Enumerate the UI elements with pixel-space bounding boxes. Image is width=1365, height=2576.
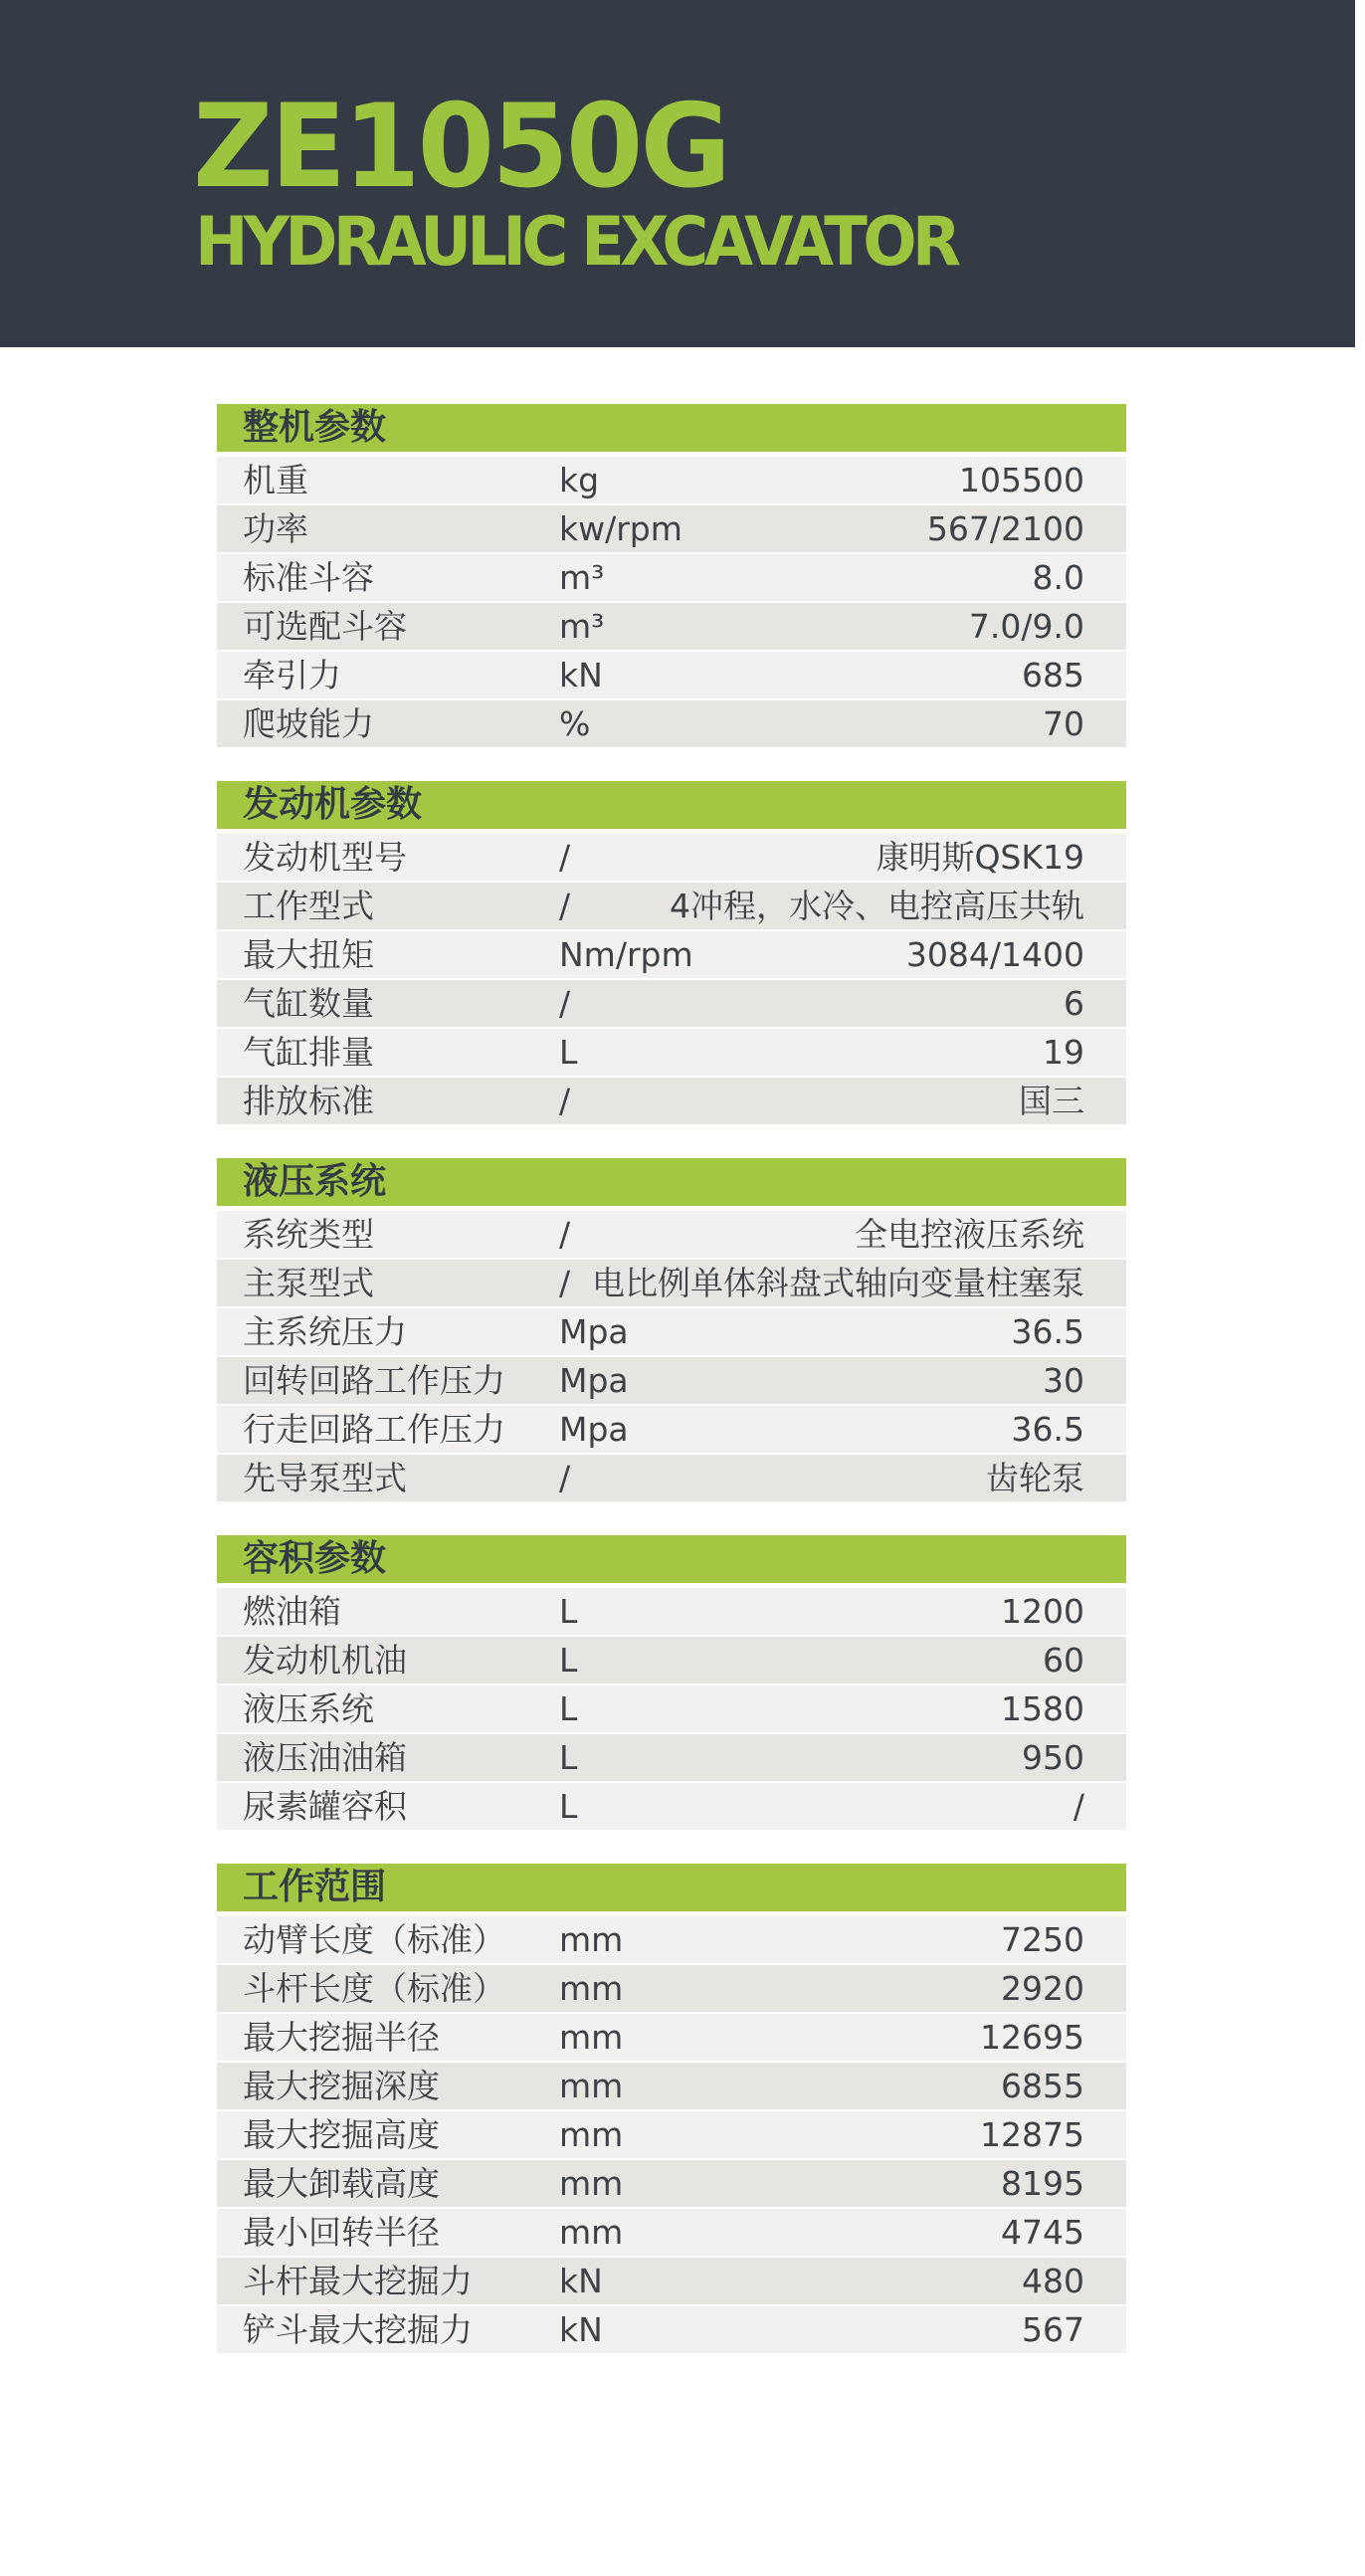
row-value: 全电控液压系统: [855, 1215, 1084, 1254]
row-unit: L: [559, 1033, 578, 1072]
row-value: 60: [1043, 1641, 1084, 1680]
row-value: 6: [1064, 984, 1084, 1023]
row-unit: mm: [559, 2164, 624, 2203]
row-value: 8195: [1001, 2164, 1084, 2203]
row-label: 液压系统: [243, 1689, 374, 1728]
row-value: 105500: [959, 461, 1084, 499]
table-section-header: 整机参数: [217, 404, 1126, 452]
row-unit: mm: [559, 2067, 624, 2105]
spec-table: [217, 404, 1126, 747]
row-label: 气缸数量: [243, 984, 374, 1023]
row-label: 发动机机油: [243, 1641, 407, 1680]
table-row: [217, 980, 1126, 1027]
row-value: 12695: [980, 2018, 1084, 2057]
spec-table: [217, 1535, 1126, 1830]
row-label: 气缸排量: [243, 1033, 374, 1072]
row-label: 主泵型式: [243, 1264, 374, 1302]
row-value: 19: [1043, 1033, 1084, 1072]
table-rows: [217, 1211, 1126, 1501]
table-row: [217, 1260, 1126, 1306]
row-unit: /: [559, 1082, 571, 1120]
row-label: 功率: [243, 509, 308, 548]
row-label: 最大卸载高度: [243, 2164, 440, 2203]
row-value: 电比例单体斜盘式轴向变量柱塞泵: [592, 1264, 1084, 1302]
spec-table: [217, 1864, 1126, 2353]
row-value: 2920: [1001, 1969, 1084, 2008]
row-label: 最大扭矩: [243, 935, 374, 974]
model-title: ZE1050G: [193, 80, 729, 214]
table-section-header: 液压系统: [217, 1158, 1126, 1206]
row-value: 国三: [1019, 1082, 1084, 1120]
row-label: 标准斗容: [243, 558, 374, 597]
row-label: 发动机型号: [243, 838, 407, 877]
row-unit: mm: [559, 2018, 624, 2057]
table-row: [217, 1455, 1126, 1501]
row-label: 牵引力: [243, 656, 341, 694]
row-label: 排放标准: [243, 1082, 374, 1120]
table-rows: [217, 457, 1126, 747]
row-value: 康明斯QSK19: [876, 838, 1084, 877]
row-unit: Mpa: [559, 1410, 629, 1449]
table-row: [217, 603, 1126, 650]
row-value: 12875: [980, 2115, 1084, 2154]
row-value: 70: [1043, 704, 1084, 743]
row-value: 7250: [1001, 1920, 1084, 1959]
table-row: [217, 1685, 1126, 1732]
row-unit: mm: [559, 2213, 624, 2252]
row-unit: /: [559, 838, 571, 877]
table-row: [217, 1029, 1126, 1076]
row-unit: kw/rpm: [559, 509, 682, 548]
row-label: 动臂长度（标准）: [243, 1920, 505, 1959]
row-label: 工作型式: [243, 887, 374, 925]
row-label: 燃油箱: [243, 1592, 341, 1631]
row-label: 最大挖掘深度: [243, 2067, 440, 2105]
row-value: 685: [1022, 656, 1084, 694]
machine-type-subtitle: HYDRAULIC EXCAVATOR: [195, 203, 957, 282]
table-rows: [217, 1588, 1126, 1830]
row-value: 4冲程，水冷、电控高压共轨: [670, 887, 1084, 925]
table-row: [217, 2160, 1126, 2207]
row-value: /: [1072, 1787, 1084, 1826]
table-row: [217, 1357, 1126, 1404]
row-value: 567: [1022, 2310, 1084, 2349]
row-label: 最大挖掘半径: [243, 2018, 440, 2057]
row-unit: mm: [559, 2115, 624, 2154]
row-label: 回转回路工作压力: [243, 1361, 505, 1400]
table-row: [217, 1965, 1126, 2012]
row-value: 1580: [1001, 1689, 1084, 1728]
row-unit: L: [559, 1641, 578, 1680]
row-value: 36.5: [1011, 1410, 1084, 1449]
row-unit: /: [559, 1215, 571, 1254]
table-row: [217, 883, 1126, 929]
table-row: [217, 1588, 1126, 1635]
table-rows: [217, 1916, 1126, 2353]
row-label: 尿素罐容积: [243, 1787, 407, 1826]
row-unit: kg: [559, 461, 600, 499]
row-label: 行走回路工作压力: [243, 1410, 505, 1449]
row-unit: mm: [559, 1969, 624, 2008]
spec-table: [217, 1158, 1126, 1501]
hero-banner: [0, 0, 1355, 347]
row-label: 爬坡能力: [243, 704, 374, 743]
row-value: 7.0/9.0: [968, 607, 1084, 646]
row-unit: m³: [559, 558, 605, 597]
row-unit: /: [559, 887, 571, 925]
table-row: [217, 1637, 1126, 1684]
table-row: [217, 2258, 1126, 2304]
row-unit: /: [559, 984, 571, 1023]
row-label: 机重: [243, 461, 308, 499]
row-unit: kN: [559, 2310, 603, 2349]
row-value: 3084/1400: [905, 935, 1084, 974]
row-label: 斗杆最大挖掘力: [243, 2262, 473, 2300]
row-label: 先导泵型式: [243, 1459, 407, 1497]
row-value: 4745: [1001, 2213, 1084, 2252]
row-unit: Nm/rpm: [559, 935, 693, 974]
table-row: [217, 834, 1126, 881]
table-row: [217, 1308, 1126, 1355]
table-row: [217, 1783, 1126, 1830]
table-row: [217, 931, 1126, 978]
row-label: 铲斗最大挖掘力: [243, 2310, 473, 2349]
row-label: 可选配斗容: [243, 607, 407, 646]
table-row: [217, 554, 1126, 601]
row-label: 液压油油箱: [243, 1738, 407, 1777]
row-value: 6855: [1001, 2067, 1084, 2105]
row-value: 1200: [1001, 1592, 1084, 1631]
row-label: 最小回转半径: [243, 2213, 440, 2252]
row-unit: %: [559, 704, 591, 743]
table-row: [217, 652, 1126, 698]
row-unit: L: [559, 1689, 578, 1728]
row-unit: mm: [559, 1920, 624, 1959]
row-unit: m³: [559, 607, 605, 646]
table-rows: [217, 834, 1126, 1124]
row-unit: kN: [559, 2262, 603, 2300]
table-row: [217, 1916, 1126, 1963]
row-value: 8.0: [1032, 558, 1084, 597]
table-row: [217, 2063, 1126, 2109]
row-unit: Mpa: [559, 1312, 629, 1351]
row-value: 480: [1022, 2262, 1084, 2300]
table-row: [217, 2209, 1126, 2256]
table-row: [217, 700, 1126, 747]
row-value: 齿轮泵: [986, 1459, 1084, 1497]
row-unit: L: [559, 1787, 578, 1826]
row-unit: kN: [559, 656, 603, 694]
table-row: [217, 1406, 1126, 1453]
row-value: 36.5: [1011, 1312, 1084, 1351]
spec-tables: [217, 404, 1126, 2387]
row-value: 567/2100: [926, 509, 1084, 548]
row-unit: /: [559, 1459, 571, 1497]
row-label: 系统类型: [243, 1215, 374, 1254]
row-label: 最大挖掘高度: [243, 2115, 440, 2154]
table-section-header: 工作范围: [217, 1864, 1126, 1911]
table-row: [217, 2111, 1126, 2158]
row-unit: Mpa: [559, 1361, 629, 1400]
row-unit: L: [559, 1592, 578, 1631]
row-unit: L: [559, 1738, 578, 1777]
row-value: 950: [1022, 1738, 1084, 1777]
table-row: [217, 1734, 1126, 1781]
table-row: [217, 1211, 1126, 1258]
table-section-header: 容积参数: [217, 1535, 1126, 1583]
table-row: [217, 1078, 1126, 1124]
spec-table: [217, 781, 1126, 1124]
table-row: [217, 505, 1126, 552]
row-label: 主系统压力: [243, 1312, 407, 1351]
table-row: [217, 457, 1126, 503]
table-row: [217, 2014, 1126, 2061]
row-label: 斗杆长度（标准）: [243, 1969, 505, 2008]
row-value: 30: [1043, 1361, 1084, 1400]
row-unit: /: [559, 1264, 571, 1302]
table-row: [217, 2306, 1126, 2353]
table-section-header: 发动机参数: [217, 781, 1126, 829]
